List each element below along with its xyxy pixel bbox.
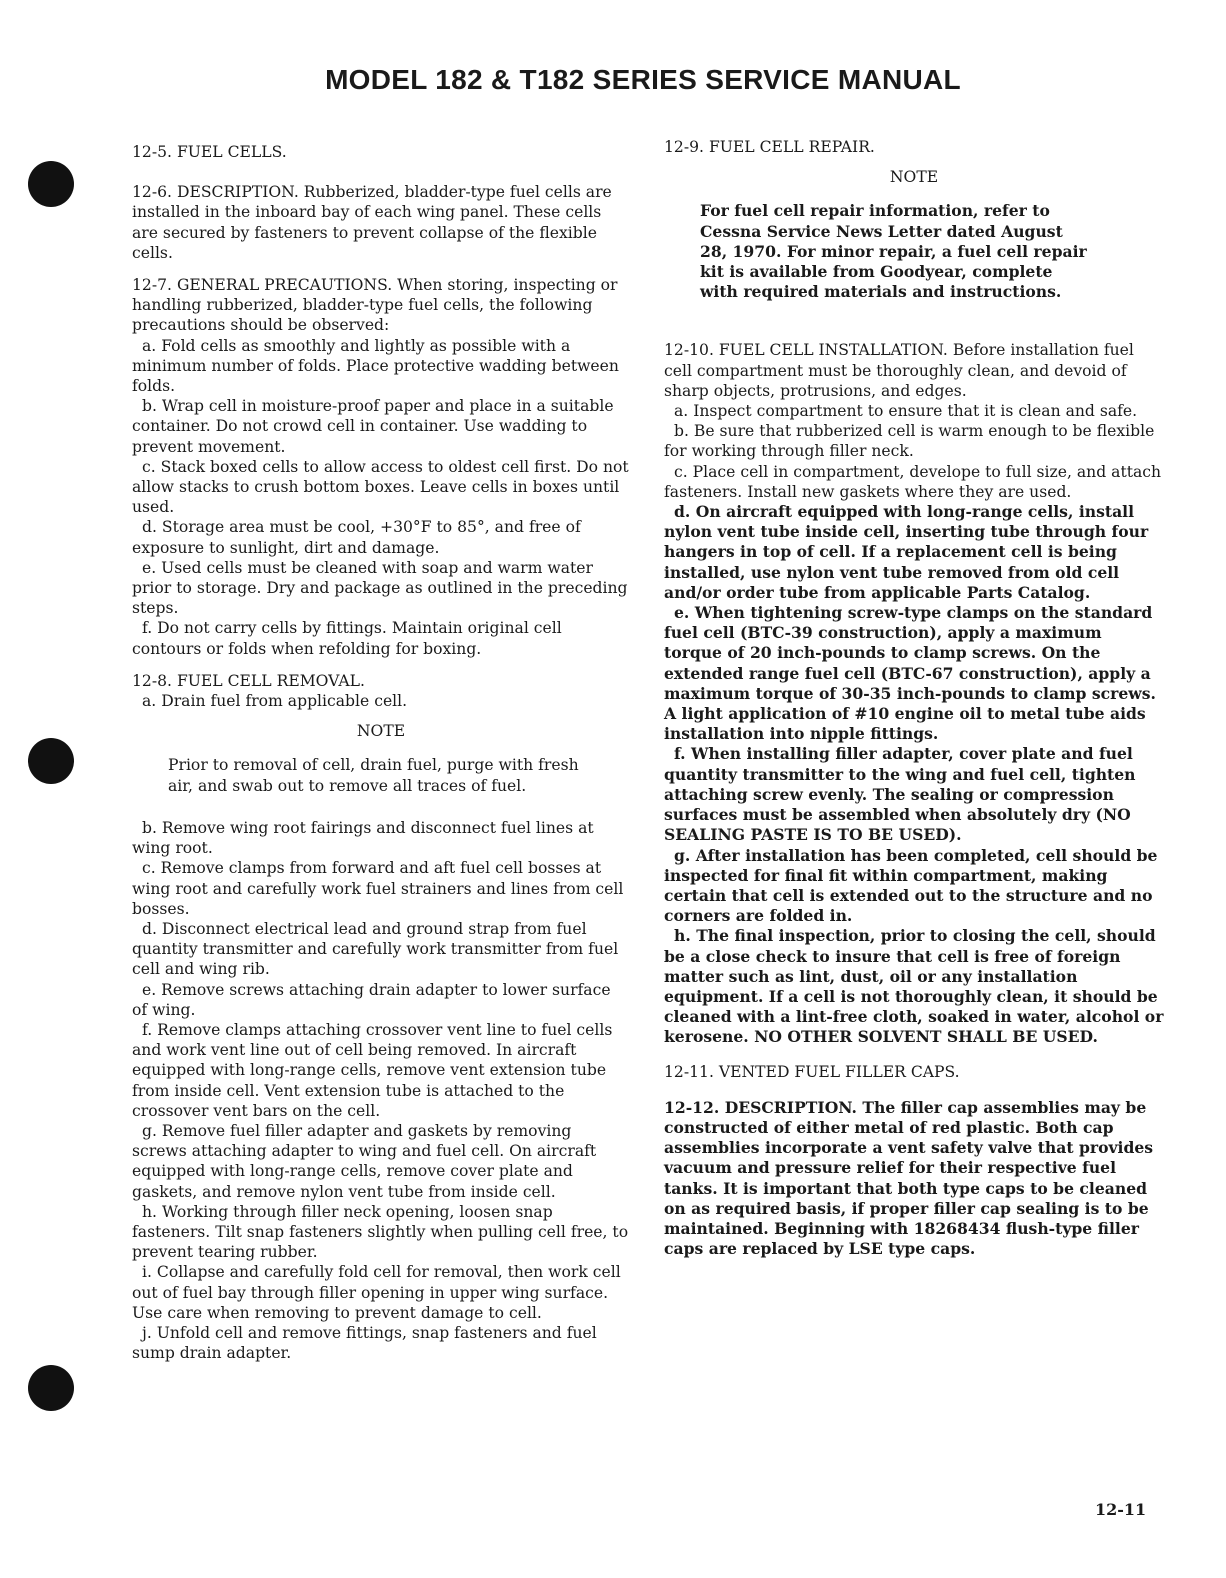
removal-item-j: j. Unfold cell and remove fittings, snap fasteners and fuel sump drain adapter.: [132, 1323, 597, 1363]
install-item-f: f. When installing filler adapter, cover plate and fuel quantity transmitter to the wing and fuel cell, tighten attaching screw evenly. The sealing or compression surfaces must be assembled when absolutely dry (NO SEALING PASTE IS TO BE USED).: [664, 744, 1136, 845]
precaution-item-e: e. Used cells must be cleaned with soap and warm water prior to storage. Dry and package as outlined in the preceding steps.: [132, 558, 628, 618]
removal-item-b: b. Remove wing root fairings and disconnect fuel lines at wing root.: [132, 818, 594, 858]
section-12-9-heading: 12-9. FUEL CELL REPAIR.: [664, 138, 875, 156]
install-item-g: g. After installation has been completed, cell should be inspected for final fit within compartment, making certain that cell is extended out to the structure and no corners are folded in.: [664, 845, 1158, 926]
removal-item-c: c. Remove clamps from forward and aft fuel cell bosses at wing root and carefully work fuel strainers and lines from cell bosses.: [132, 859, 624, 918]
section-12-12-description: 12-12. DESCRIPTION. The filler cap assemblies may be constructed of either metal of red plastic. Both cap assemblies incorporate a vent safety valve that provides vacuum and pressure relief for their respective fuel tanks. It is important that both type caps to be cleaned on as required basis, if proper filler cap sealing is to be maintained. Beginning with 18268434 flush-type filler caps are replaced by LSE type caps.: [664, 1097, 1154, 1259]
precaution-item-c: c. Stack boxed cells to allow access to oldest cell first. Do not allow stacks to crush bottom boxes. Leave cells in boxes until used.: [132, 457, 629, 517]
removal-item-f: f. Remove clamps attaching crossover vent line to fuel cells and work vent line out of cell being removed. In aircraft equipped with long-range cells, remove vent extension tube from inside cell. Vent extension tube is attached to the crossover vent bars on the cell.: [132, 1020, 613, 1120]
section-12-11-heading: 12-11. VENTED FUEL FILLER CAPS.: [664, 1062, 960, 1081]
binder-hole-bottom: [28, 1365, 74, 1411]
install-item-h: h. The final inspection, prior to closing the cell, should be a close check to insure that cell is free of foreign matter such as lint, dust, oil or any installation equipment. If a cell is not thoroughly clean, it should be cleaned with a lint-free cloth, soaked in water, alcohol or kerosene. NO OTHER SOLVENT SHALL BE USED.: [664, 926, 1164, 1047]
removal-note-title: NOTE: [356, 722, 406, 741]
section-12-8-heading: 12-8. FUEL CELL REMOVAL.: [132, 671, 365, 690]
page-title: MODEL 182 & T182 SERIES SERVICE MANUAL: [325, 64, 961, 95]
install-item-e: e. When tightening screw-type clamps on the standard fuel cell (BTC-39 construction), apply a maximum torque of 20 inch-pounds to clamp screws. On the extended range fuel cell (BTC-67 construction), apply a maximum torque of 30-35 inch-pounds to clamp screws. A light application of #10 engine oil to metal tube aids installation into nipple fittings.: [664, 603, 1156, 744]
page-number: 12-11: [1095, 1500, 1147, 1519]
binder-hole-top: [28, 161, 74, 207]
install-item-b: b. Be sure that rubberized cell is warm enough to be flexible for working through filler neck.: [664, 422, 1155, 461]
repair-note-text: For fuel cell repair information, refer to Cessna Service News Letter dated August 28, 1970. For minor repair, a fuel cell repair kit is available from Goodyear, complete with required materials and instructions.: [700, 201, 1087, 302]
precaution-item-d: d. Storage area must be cool, +30°F to 85°, and free of exposure to sunlight, dirt and damage.: [132, 518, 581, 557]
precaution-item-b: b. Wrap cell in moisture-proof paper and place in a suitable container. Do not crowd cell in container. Use wadding to prevent movement.: [132, 397, 614, 456]
removal-item-h: h. Working through filler neck opening, loosen snap fasteners. Tilt snap fasteners slightly when pulling cell free, to prevent tearing rubber.: [132, 1202, 629, 1262]
binder-hole-middle: [28, 738, 74, 784]
section-12-5-heading: 12-5. FUEL CELLS.: [132, 143, 287, 161]
removal-note-text: Prior to removal of cell, drain fuel, purge with fresh air, and swab out to remove all traces of fuel.: [168, 756, 579, 795]
precaution-item-a: a. Fold cells as smoothly and lightly as possible with a minimum number of folds. Place protective wadding between folds.: [132, 336, 619, 396]
right-column: [664, 137, 1164, 1271]
install-item-a: a. Inspect compartment to ensure that it is clean and safe.: [674, 402, 1138, 421]
removal-item-d: d. Disconnect electrical lead and ground strap from fuel quantity transmitter and carefully work transmitter from fuel cell and wing rib.: [132, 919, 619, 979]
removal-item-g: g. Remove fuel filler adapter and gaskets by removing screws attaching adapter to wing and fuel cell. On aircraft equipped with long-range cells, remove cover plate and gaskets, and remove nylon vent tube from inside cell.: [132, 1121, 597, 1201]
left-column: [132, 142, 630, 1363]
install-item-d: d. On aircraft equipped with long-range cells, install nylon vent tube inside cell, inserting tube through four hangers in top of cell. If a replacement cell is being installed, use nylon vent tube removed from old cell and/or order tube from applicable Parts Catalog.: [664, 502, 1149, 602]
removal-item-a: a. Drain fuel from applicable cell.: [142, 692, 408, 711]
removal-item-i: i. Collapse and carefully fold cell for removal, then work cell out of fuel bay through filler opening in upper wing surface. Use care when removing to prevent damage to cell.: [132, 1263, 621, 1322]
section-12-6-description: 12-6. DESCRIPTION. Rubberized, bladder-type fuel cells are installed in the inboard bay of each wing panel. These cells are secured by fasteners to prevent collapse of the flexible cells.: [132, 183, 612, 262]
install-item-c: c. Place cell in compartment, develope to full size, and attach fasteners. Install new gaskets where they are used.: [664, 462, 1162, 501]
precaution-item-f: f. Do not carry cells by fittings. Maintain original cell contours or folds when refolding for boxing.: [132, 619, 562, 658]
section-12-7-precautions: 12-7. GENERAL PRECAUTIONS. When storing, inspecting or handling rubberized, bladder-type fuel cells, the following precautions should be observed:: [132, 276, 618, 335]
section-12-10-installation: 12-10. FUEL CELL INSTALLATION. Before installation fuel cell compartment must be thoroughly clean, and devoid of sharp objects, protrusions, and edges.: [664, 341, 1134, 400]
removal-item-e: e. Remove screws attaching drain adapter to lower surface of wing.: [132, 980, 611, 1019]
repair-note-title: NOTE: [889, 168, 939, 187]
